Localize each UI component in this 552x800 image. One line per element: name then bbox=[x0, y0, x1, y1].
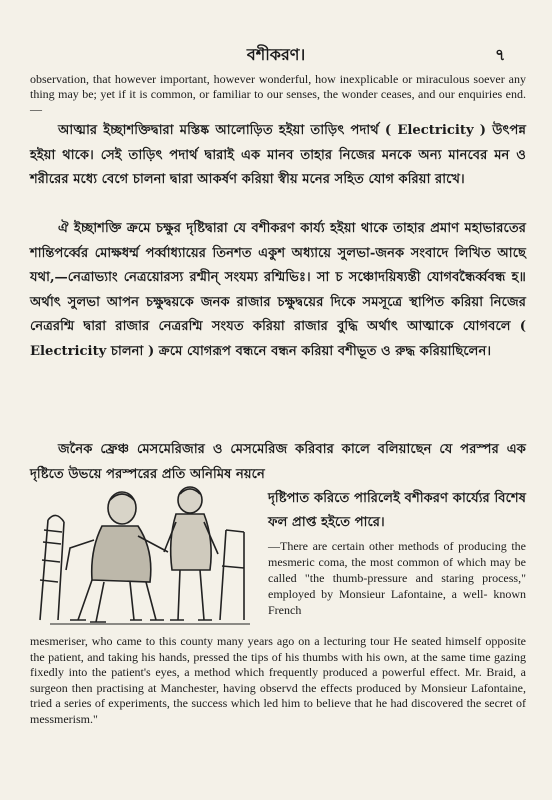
paragraph-side-text: দৃষ্টিপাত করিতে পারিলেই বশীকরণ কার্য্যের বিশেষ ফল প্রাপ্ত হইতে পারে। bbox=[268, 491, 526, 530]
mesmerism-engraving bbox=[30, 470, 260, 628]
running-title: বশীকরণ। bbox=[246, 45, 306, 64]
paragraph-electricity: আত্মার ইচ্ছাশক্তিদ্বারা মস্তিষ্ক আলোড়িত হইয়া তাড়িৎ পদার্থ ( Electricity ) উৎপন্ন হইয়া থাকে। সেই তাড়িৎ পদার্থ দ্বারাই এক মানব তাহার নিজের মনকে অন্য মানবের মন ও শরীরের মধ্যে বেগে চালনা দ্বারা আকর্ষণ করিয়া স্বীয় মনের সহিত যোগ করিয়া রাখে। bbox=[30, 123, 526, 187]
paragraph-french-mesmeriser: জনৈক ফ্রেঞ্চ মেসমেরিজার ও মেসমেরিজ করিবার কালে বলিয়াছেন যে পরস্পর এক দৃষ্টিতে উভয়ে পরস্পরের প্রতি অনিমিষ নয়নে bbox=[30, 442, 526, 482]
paragraph-mahabharata: ঐ ইচ্ছাশক্তি ক্রমে চক্ষুর দৃষ্টিদ্বারা যে বশীকরণ কার্য্য হইয়া থাকে তাহার প্রমাণ মহাভারতের শান্তিপর্ব্বের মোক্ষধর্ম্ম পর্ব্বাধ্যায়ের তিনশত একুশ অধ্যায়ে সুলভা-জনক সংবাদে লিখিত আছে যথা,—নেত্রাভ্যাং নেত্রয়োরস্য রশ্মীন্ সংযম্য রশ্মিভিঃ। সা চ সঞ্চোদয়িষ্যন্তী যোগবন্ধৈর্ব্ববন্ধ হ॥ অর্থাৎ সুলভা আপন চক্ষুদ্বয়কে জনক রাজার চক্ষুদ্বয়ের দিকে সমসূত্রে স্থাপিত করিয়া নিজের নেত্ররশ্মি দ্বারা রাজার নেত্ররশ্মি সংযত করিয়া রাজার বুদ্ধি অর্থাৎ আত্মাকে যোগবলে ( Electricity চালনা ) ক্রমে যোগরূপ বন্ধনে বন্ধন করিয়া বশীভূত ও রুদ্ধ করিয়াছিলেন। bbox=[30, 221, 526, 359]
english-quote: observation, that however important, however wonderful, how inexplicable or miraculous soever any thing may be; yet if it is common, or familiar to our senses, the wonder ceases, and our enquiries end. — bbox=[30, 72, 526, 116]
page-number: ৭ bbox=[495, 45, 506, 64]
footnote-side-text: —There are certain other methods of producing the mesmeric coma, the most common of which may be called "the thumb-pressure and staring process," employed by Monsieur Lafontaine, a well- known French bbox=[268, 539, 526, 617]
footnote-full-text: mesmeriser, who came to this county many years ago on a lecturing tour He seated himself opposite the patient, and taking his hands, pressed the tips of his thumbs with his own, at the same time gazing fixedly into the patient's eyes, a method which frequently produced a powerful effect. Mr. Braid, a surgeon then practising at Manchester, having observd the effects produced by Monsieur Lafontaine, tried a series of experiments, the success which led him to believe that he had discovered the secret of messmerism." bbox=[30, 634, 526, 726]
